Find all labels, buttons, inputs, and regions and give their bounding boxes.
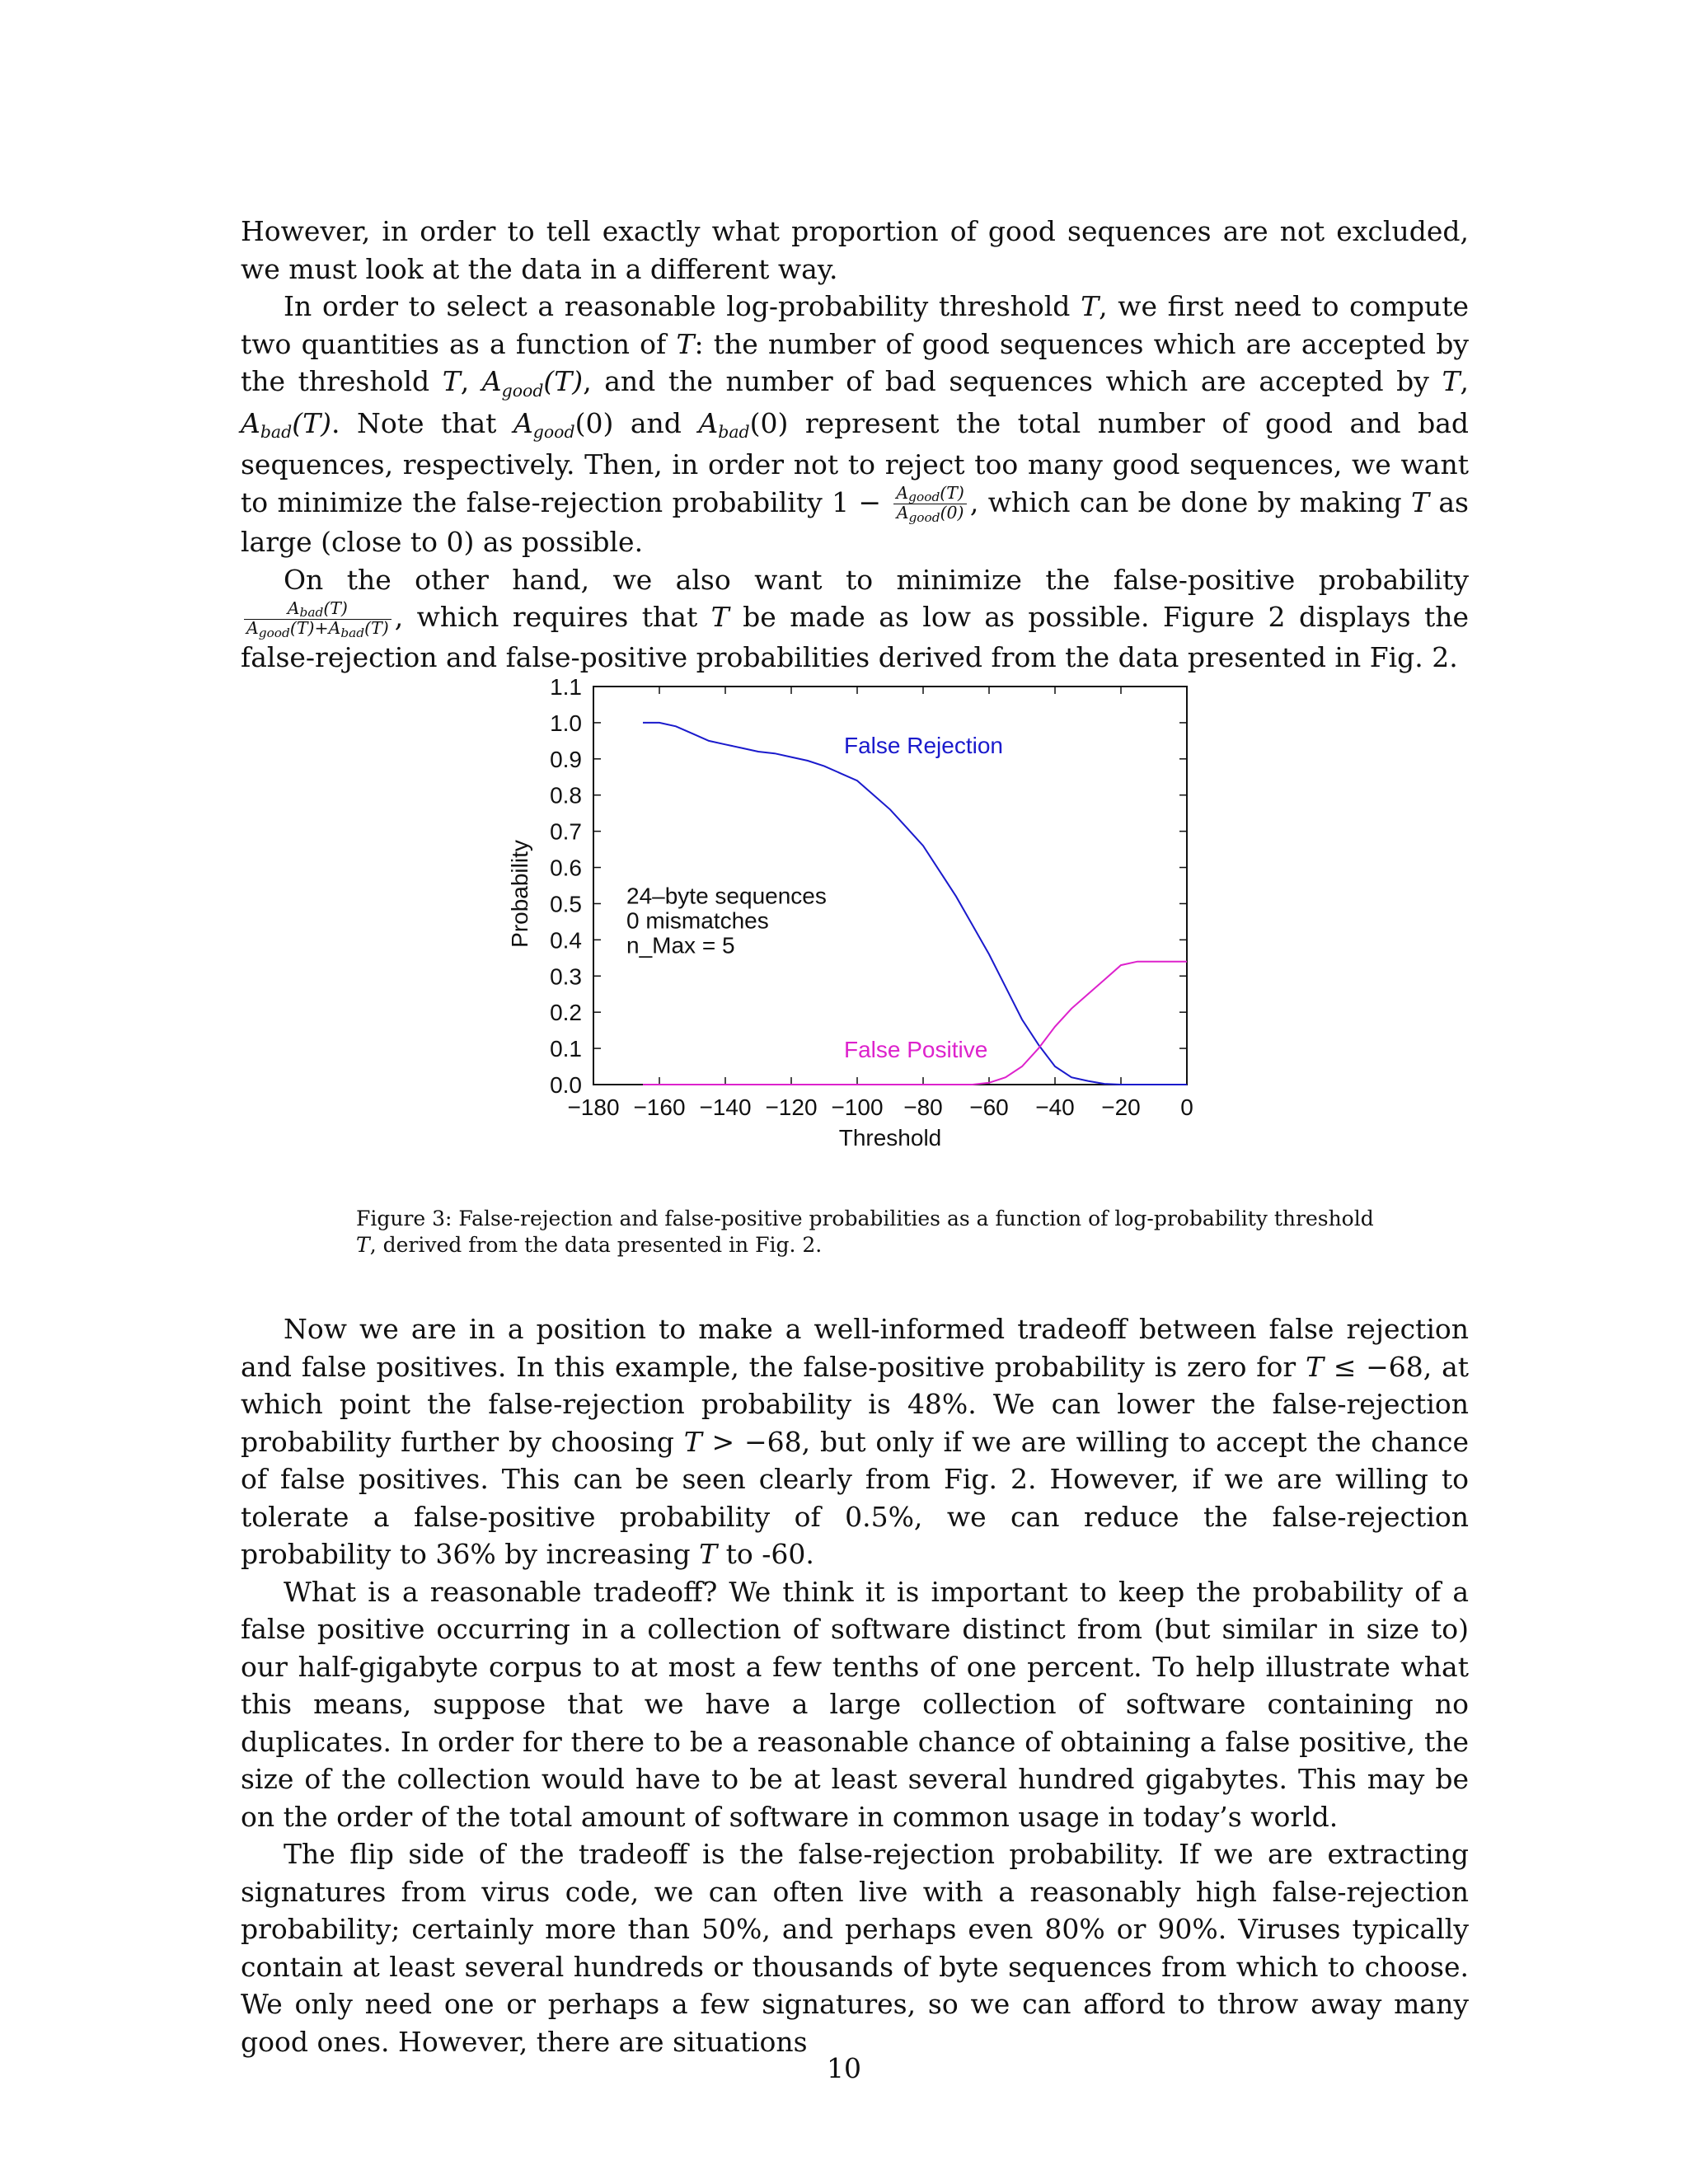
y-tick-label: 0.2	[550, 1000, 582, 1026]
y-tick-label: 0.6	[550, 855, 582, 881]
body-text-top	[241, 213, 1469, 677]
page-number: 10	[827, 2052, 861, 2084]
annotation-line: n_Max = 5	[626, 932, 735, 958]
annotation-line: 0 mismatches	[626, 907, 769, 934]
paragraph-5: What is a reasonable tradeoff? We think it is important to keep the probability of a false positive occurring in a collection of software distinct from (but similar in size to) our half-gigabyte corpus to at most a few tenths of one percent. To help illustrate what this means, suppose that we have a large collection of software containing no duplicates. In order for there to be a reasonable chance of obtaining a false positive, the size of the collection would have to be at least several hundred gigabytes. This may be on the order of the total amount of software in common usage in today’s world.	[241, 1575, 1469, 1833]
x-tick-label: −140	[699, 1094, 752, 1120]
y-tick-label: 0.1	[550, 1036, 582, 1062]
figure-caption: Figure 3: False-rejection and false-positive probabilities as a function of log-probability threshold T, derived from the data presented in Fig. 2.	[356, 1207, 1374, 1257]
paragraph-6: The flip side of the tradeoff is the false-rejection probability. If we are extracting signatures from virus code, we can often live with a reasonably high false-rejection probability; certainly more than 50%, and perhaps even 80% or 90%. Viruses typically contain at least several hundreds or thousands of byte sequences from which to choose. We only need one or perhaps a few signatures, so we can afford to throw away many good ones. However, there are situations	[241, 1838, 1469, 2058]
x-tick-label: −40	[1035, 1094, 1075, 1120]
y-axis-label: Probability	[507, 840, 532, 948]
series-label-false-rejection: False Rejection	[844, 733, 1003, 759]
y-tick-label: 0.5	[550, 891, 582, 917]
body-text-bottom	[241, 1310, 1469, 2060]
y-tick-label: 1.0	[550, 710, 582, 736]
y-tick-label: 0.9	[550, 746, 582, 772]
y-tick-label: 0.8	[550, 782, 582, 808]
x-tick-label: −120	[765, 1094, 818, 1120]
x-tick-label: −160	[633, 1094, 686, 1120]
x-tick-label: −20	[1101, 1094, 1141, 1120]
series-label-false-positive: False Positive	[844, 1037, 988, 1063]
probability-chart	[495, 668, 1203, 1162]
paragraph-4: Now we are in a position to make a well-informed tradeoff between false rejection and false positives. In this example, the false-positive probability is zero for T ≤ −68, at which point the false-rejection probability is 48%. We can lower the false-rejection probability further by choosing T > −68, but only if we are willing to accept the chance of false positives. This can be seen clearly from Fig. 2. However, if we are willing to tolerate a false-positive probability of 0.5%, we can reduce the false-rejection probability to 36% by increasing T to -60.	[241, 1313, 1469, 1570]
paragraph-1: However, in order to tell exactly what proportion of good sequences are not excluded, we must look at the data in a different way.	[241, 215, 1469, 285]
false-rejection-fraction: $\frac{\text{Agood(T)}}{\text{Agood(0)}}$	[893, 485, 966, 524]
annotation-line: 24–byte sequences	[626, 883, 827, 909]
x-tick-label: −180	[567, 1094, 620, 1120]
paragraph-3: On the other hand, we also want to minimize the false-positive probability $\frac{\text{Abad(T)}}{\text{Agood(T)+Abad(T)}}$ , which requires that T be made as low as possible. Figure 2 displays the false-rejection and false-positive probabilities derived from the data presented in Fig. 2.	[241, 563, 1470, 674]
y-tick-label: 0.0	[550, 1072, 582, 1098]
x-tick-label: −80	[903, 1094, 943, 1120]
x-tick-label: −100	[831, 1094, 884, 1120]
series-line-false-positive	[643, 962, 1187, 1085]
y-tick-label: 0.7	[550, 818, 582, 845]
y-tick-label: 1.1	[550, 674, 582, 700]
x-tick-label: 0	[1180, 1094, 1193, 1120]
paragraph-2: In order to select a reasonable log-probability threshold T, we first need to compute two quantities as a function of T: the number of good sequences which are accepted by the threshold T, Agood(T), and the number of bad sequences which are accepted by T, Abad(T). Note that Agood(0) and Abad(0) represent the total number of good and bad sequences, respectively. Then, in order not to reject too many good sequences, we want to minimize the false-rejection probability 1 − $\frac{\text{Agood(T)}}{\text{Agood(0)}}$ , which can be done by making T as large (close to 0) as possible.	[241, 290, 1469, 559]
y-tick-label: 0.4	[550, 927, 582, 954]
y-tick-label: 0.3	[550, 963, 582, 990]
x-axis-label: Threshold	[838, 1125, 942, 1151]
false-positive-fraction: $\frac{\text{Abad(T)}}{\text{Agood(T)+Abad(T)}}$	[244, 600, 392, 640]
x-tick-label: −60	[969, 1094, 1009, 1120]
